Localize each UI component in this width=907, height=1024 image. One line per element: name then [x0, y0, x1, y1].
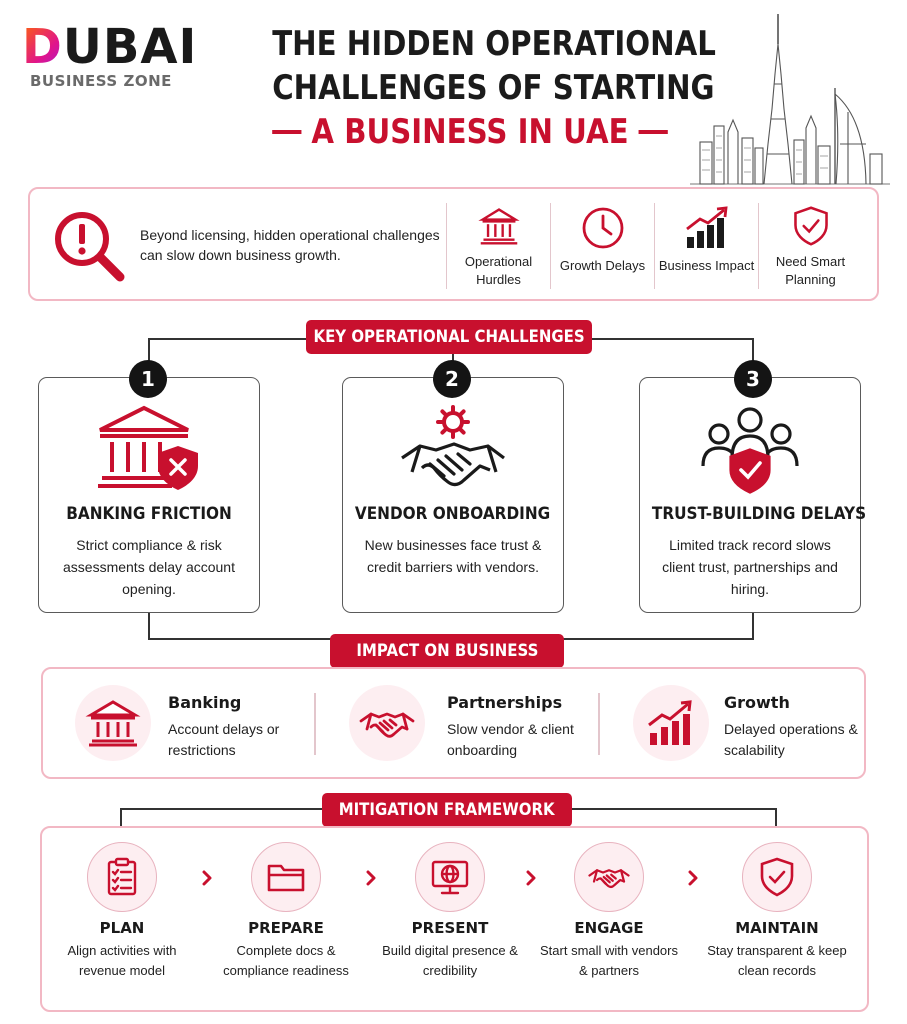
heading-impact: IMPACT ON BUSINESS — [330, 634, 564, 668]
shield-check-icon — [788, 205, 834, 247]
chevron-right-icon — [685, 870, 701, 886]
step-icon-circle — [574, 842, 644, 912]
title-dash-left — [272, 130, 301, 134]
growth-chart-icon — [643, 695, 699, 751]
feature-label: Need Smart Planning — [775, 254, 846, 287]
bank-shield-x-icon — [94, 402, 204, 498]
challenge-desc: Strict compliance & risk assessments delay account opening. — [63, 537, 235, 597]
logo — [22, 19, 222, 90]
impact-desc: Account delays or restrictions — [168, 721, 280, 758]
step-title: MAINTAIN — [735, 919, 819, 937]
handshake-icon — [588, 856, 630, 898]
intro-features — [446, 203, 862, 289]
bank-icon — [476, 205, 522, 247]
people-shield-icon — [695, 402, 805, 498]
mitigation-box — [40, 826, 869, 1012]
title-line-1: THE HIDDEN OPERATIONAL — [272, 24, 716, 64]
clock-icon — [580, 205, 626, 251]
feature-operational-hurdles — [446, 203, 550, 289]
challenge-card-vendor — [342, 377, 564, 613]
bank-icon — [85, 695, 141, 751]
logo-subtitle: BUSINESS ZONE — [30, 72, 172, 90]
impact-item-growth — [599, 669, 865, 777]
challenge-desc: New businesses face trust & credit barriers with vendors. — [364, 537, 542, 575]
bar-chart-up-icon — [684, 205, 730, 251]
magnifier-alert-icon — [50, 207, 128, 285]
impact-icon-circle — [75, 685, 151, 761]
mitigation-step-prepare — [211, 828, 361, 1008]
feature-growth-delays — [550, 203, 654, 289]
step-title: PREPARE — [248, 919, 324, 937]
page-title — [240, 22, 716, 154]
feature-label: Business Impact — [658, 258, 755, 273]
step-icon-circle — [415, 842, 485, 912]
step-desc: Complete docs & compliance readiness — [223, 943, 349, 978]
handshake-icon — [359, 695, 415, 751]
impact-title: Partnerships — [447, 693, 563, 712]
shield-check-icon — [756, 856, 798, 898]
impact-desc: Delayed operations & scalability — [724, 721, 858, 758]
impact-title: Growth — [724, 693, 790, 712]
feature-label: Growth Delays — [559, 258, 646, 273]
challenge-number-badge: 2 — [433, 360, 471, 398]
challenge-number-badge: 3 — [734, 360, 772, 398]
step-icon-circle — [87, 842, 157, 912]
logo-wordmark: DUBAI — [22, 19, 198, 75]
step-icon-circle — [251, 842, 321, 912]
mitigation-step-plan — [47, 828, 197, 1008]
impact-item-partnerships — [315, 669, 597, 777]
monitor-globe-icon — [429, 856, 471, 898]
step-title: PLAN — [99, 919, 145, 937]
challenge-card-banking — [38, 377, 260, 613]
title-dash-right — [639, 130, 668, 134]
step-desc: Stay transparent & keep clean records — [707, 943, 847, 978]
folder-icon — [265, 856, 307, 898]
step-desc: Align activities with revenue model — [67, 943, 177, 978]
impact-box — [41, 667, 866, 779]
step-icon-circle — [742, 842, 812, 912]
feature-label: Operational Hurdles — [464, 254, 533, 287]
mitigation-step-engage — [534, 828, 684, 1008]
mitigation-step-present — [375, 828, 525, 1008]
impact-item-banking — [43, 669, 313, 777]
challenge-title: BANKING FRICTION — [66, 504, 232, 524]
mitigation-step-maintain — [702, 828, 852, 1008]
challenge-title: VENDOR ONBOARDING — [355, 504, 551, 524]
challenge-card-trust — [639, 377, 867, 613]
step-title: ENGAGE — [574, 919, 644, 937]
dubai-skyline-icon — [690, 14, 890, 186]
handshake-gear-icon — [398, 402, 508, 498]
impact-icon-circle — [633, 685, 709, 761]
clipboard-checklist-icon — [101, 856, 143, 898]
title-line-3: A BUSINESS IN UAE — [272, 110, 668, 154]
title-line-2: CHALLENGES OF STARTING — [272, 68, 715, 108]
step-desc: Start small with vendors & partners — [540, 943, 678, 978]
feature-need-smart-planning — [758, 203, 862, 289]
intro-box — [28, 187, 879, 301]
impact-title: Banking — [168, 693, 242, 712]
impact-desc: Slow vendor & client onboarding — [447, 721, 574, 758]
heading-mitigation: MITIGATION FRAMEWORK — [322, 793, 572, 827]
heading-key-challenges: KEY OPERATIONAL CHALLENGES — [306, 320, 592, 354]
step-title: PRESENT — [411, 919, 489, 937]
impact-icon-circle — [349, 685, 425, 761]
step-desc: Build digital presence & credibility — [382, 943, 518, 978]
challenge-title: TRUST-BUILDING DELAYS — [651, 504, 867, 524]
challenge-number-badge: 1 — [129, 360, 167, 398]
challenge-desc: Limited track record slows client trust, partnerships and hiring. — [662, 537, 838, 597]
feature-business-impact — [654, 203, 758, 289]
intro-text: Beyond licensing, hidden operational challenges can slow down business growth. — [140, 227, 440, 263]
